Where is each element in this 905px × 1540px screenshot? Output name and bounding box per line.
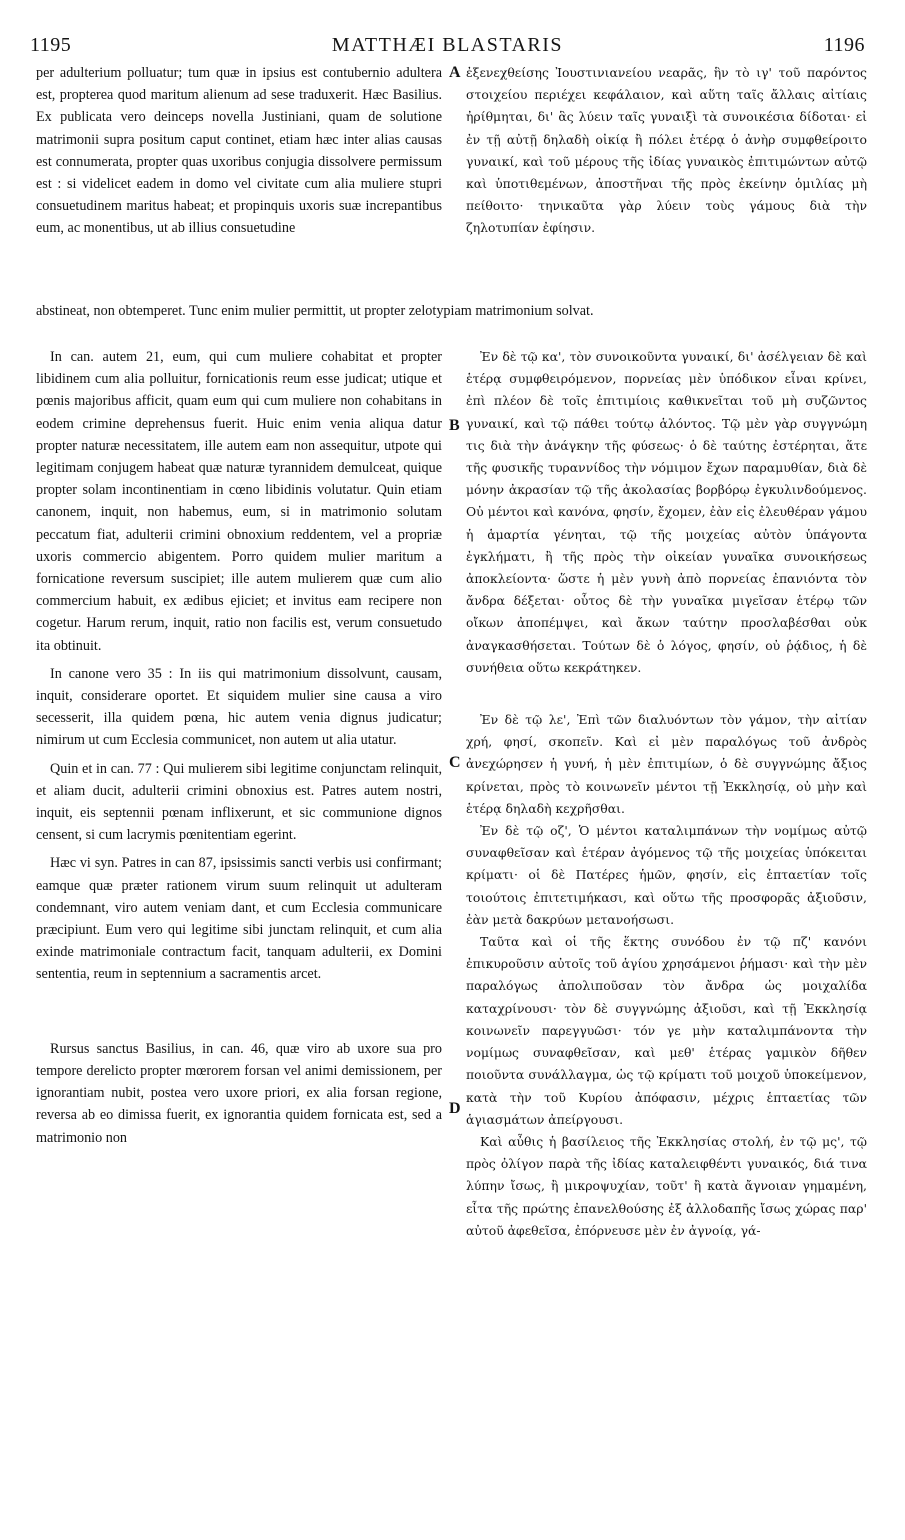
page-number-left: 1195 [30, 34, 72, 56]
page-number-right: 1196 [823, 34, 865, 56]
latin-paragraph-5: Hæc vi syn. Patres in can 87, ipsissimis sancti verbis usi confirmant; eamque quæ præter rationem virum suum relinquit ut adulteram condemnant, viro autem veniam dant, et cum Ecclesia communicare præcipiunt. Eum vero qui legitime sibi junctam relinquit, et cum alia exinde matrimoniale contractum facit, tanquam adulterii, ex Domini sententia, reum in septennium a sacramentis arcet. [36, 855, 442, 983]
latin-runover-line: abstineat, non obtemperet. Tunc enim mulier permittit, ut propter zelotypiam matrimonium solvat. [36, 303, 594, 319]
greek-paragraph-5: Ταῦτα καὶ οἱ τῆς ἕκτης συνόδου ἐν τῷ πζ' κανόνι ἐπικυροῦσιν αὐτοῖς τοῦ ἁγίου χρησάμενοι ῥήμασι· καὶ τὴν μὲν παραλόγως ἀπολιποῦσαν τὸν ἄνδρα ὡς μοιχαλίδα καταχρίνουσι· τὸν δὲ συγγνώμης ἀξιοῦσι, καὶ τῇ Ἐκκλησίᾳ κοινωνεῖν παρεγγυῶσι· τόν γε μὴν καταλιμπάνοντα τὴν νομίμως συναφθεῖσαν, καὶ μεθ' ἑτέρας γαμικὸν δῆθεν ποιοῦντα συνάλλαγμα, ὡς τῷ κρίματι τοῦ μοιχοῦ ὑποκείμενον, κατὰ τὴν τοῦ Κυρίου ἀπόφασιν, μέχρις ἑπταετίας τῶν ἁγιασμάτων ἀπείργουσι. [466, 934, 867, 1127]
margin-letter-c: C [449, 754, 461, 771]
greek-column-main [466, 346, 867, 1531]
latin-column-top [36, 62, 442, 307]
running-title: MATTHÆI BLASTARIS [331, 34, 564, 56]
latin-paragraph-6: Rursus sanctus Basilius, in can. 46, quæ viro ab uxore sua pro tempore derelicto propter mœrorem forsan vel animi demissionem, per ignorantiam nubit, postea vero uxore priori, ex alia forsan regione, reversa ab eo dimissa fuerit, ex ignorantia quidem fornicata est, sed a matrimonio non [36, 1040, 442, 1146]
greek-paragraph-4: Ἐν δὲ τῷ οζ', Ὁ μέντοι καταλιμπάνων τὴν νομίμως αὐτῷ συναφθεῖσαν καὶ ἑτέραν ἀγόμενος τῷ τῆς μοιχείας ὑπόκειται κρίματι· οἱ δὲ Πατέρες ἡμῶν, φησίν, εἰς ἑπταετίαν τοῖς τοιούτοις ἐπιτετιμήκασι, καὶ οὕτω τῆς προσφορᾶς ἀξιοῦσιν, ἐὰν μετὰ δακρύων μετανοήσωσι. [466, 823, 867, 927]
latin-paragraph-4: Quin et in can. 77 : Qui mulierem sibi legitime conjunctam relinquit, et aliam ducit, adulterii crimini obnoxius est. Patres autem nostri, inquit, eis septennii pœnam inflixerunt, et sic communione dignos censent, si cum lacrymis pœnitentiam egerint. [36, 760, 442, 844]
greek-paragraph-2: Ἐν δὲ τῷ κα', τὸν συνοικοῦντα γυναικί, δι' ἀσέλγειαν δὲ καὶ ἑτέρᾳ συμφθειρόμενον, πορνείας μὲν ὑπόδικον εἶναι κρίνει, ἐπὶ πλέον δὲ τοῖς ἐπιτιμίοις καθικνεῖται τοῦ μὴ συζῶντος γυναικί, καὶ τῷ πάθει τούτῳ ἁλόντος. Τῷ μὲν γὰρ συγγνώμη τις διὰ τὴν ἀνάγκην τῆς φύσεως· ὁ δὲ ταύτης ἐστέρηται, ἅτε τῆς φυσικῆς τυραννίδος τὴν νόμιμον ἔχων παραμυθίαν, διὰ δὲ μόνην ἀκρασίαν τῷ τῆς ἀκολασίας βορβόρῳ ἐγκυλινδούμενος. Οὐ μέντοι καὶ κανόνα, φησίν, ἔχομεν, ἐὰν εἰς ἐλευθέραν γάμου ἡ ἁμαρτία γένηται, τῷ τῆς μοιχείας αὐτὸν ὑπάγοντα ἐγκλήματι, ἢ τῆς πρὸς τὴν οἰκείαν γυναῖκα συνοικήσεως ἀποκλείοντα· ὥστε ἡ μὲν γυνὴ ἀπὸ πορνείας ἐπανιόντα τὸν ἄνδρα δέξεται· οὗτος δὲ τὴν γυναῖκα μιγεῖσαν ἑτέρῳ τῶν οἴκων ἀποπέμψει, καὶ ἄκων ταύτην προσλαβέσθαι οὐκ ἀναγκασθήσεται. Τούτων δὲ ὁ λόγος, φησίν, οὐ ῥᾴδιος, ἡ δὲ συνήθεια οὕτω κεκράτηκεν. [466, 349, 867, 675]
margin-letter-d: D [449, 1100, 461, 1117]
latin-paragraph-2: In can. autem 21, eum, qui cum muliere cohabitat et propter libidinem cum alia polluitur, fornicationis reum esse judicat; utique et pœnis majoribus afficit, quam eum qui cum muliere non cohabitans in eodem crimine deprehensus fuerit. Huic enim venia aliqua datur propter naturæ necessitatem, ille autem eam non assequitur, utpote qui legitimam conjugem habeat quæ naturæ tyrannidem demulceat, quique propter solam incontinentiam in cœno libidinis volutatur. Quin etiam canonem, inquit, non habemus, eum, si in matrimonio solutam peccatum fiat, adulterii crimini obnoxium reddentem, vel a propriæ uxoris commercio abigentem. Porro quidem mulier maritum a fornicatione reversum suscipiet; ille autem mulierem quæ cum alio commercium habuit, ex ædibus ejiciet; et invitus eam recipere non cogetur. Harum rerum, inquit, ratio non facilis est, verum consuetudo ita obtinuit. [36, 349, 442, 654]
greek-paragraph-3: Ἐν δὲ τῷ λε', Ἐπὶ τῶν διαλυόντων τὸν γάμον, τὴν αἰτίαν χρή, φησί, σκοπεῖν. Καὶ εἰ μὲν παραλόγως τοῦ ἀνδρὸς ἀνεχώρησεν ἡ γυνή, ἡ μὲν ἐπιτιμίων, ὁ δὲ συγγνώμης ἄξιος κρίνεται, πρὸς τὸ κοινωνεῖν μέντοι τῇ Ἐκκλησίᾳ, οὐ μὴν καὶ ἑτέρᾳ δηλαδὴ κεχρῆσθαι. [466, 712, 867, 816]
margin-letter-b: B [449, 417, 460, 434]
margin-letter-a: A [449, 64, 461, 81]
running-header [30, 34, 865, 56]
greek-paragraph-6: Καὶ αὖθις ἡ βασίλειος τῆς Ἐκκλησίας στολή, ἐν τῷ μς', τῷ πρὸς ὀλίγον παρὰ τῆς ἰδίας καταλειφθέντι γυναικός, διά τινα λύπην ἴσως, ἢ μικροψυχίαν, τοῦτ' ἢ κατὰ ἄγνοιαν γημαμένη, εἶτα τῆς πρώτης ἐπανελθούσης ἐξ ἀλλοδαπῆς ἴσως χώρας παρ' αὐτοῦ ἀφεθεῖσα, ἐπόρνευσε μὲν ἐν ἀγνοίᾳ, γά- [466, 1133, 867, 1238]
latin-paragraph-3: In canone vero 35 : In iis qui matrimonium dissolvunt, causam, inquit, considerare oportet. Et siquidem mulier sine causa a viro secesserit, illa quidem pœna, hic autem venia dignus judicatur; nimirum ut cum Ecclesia communicet, non autem ut alia utatur. [36, 665, 442, 749]
greek-paragraph-1: ἐξενεχθείσης Ἰουστινιανείου νεαρᾶς, ἣν τὸ ιγ' τοῦ παρόντος στοιχείου περιέχει κεφάλαιον, καὶ αὕτη ταῖς ἄλλαις αἰτίαις ἠρίθμηται, δι' ἃς λύειν ταῖς γυναιξὶ τὰ συνοικέσια δίδοται· εἰ ἐν τῇ αὐτῇ δηλαδὴ οἰκίᾳ ἢ πόλει ἑτέρᾳ ὁ ἀνὴρ συμφθείροιτο γυναικί, καὶ τοῦ μέρους τῆς ἰδίας γυναικὸς ἐπιτιμώντων αὐτῷ καὶ ὑποτιθεμένων, ἀποστῆναι τῆς πρὸς ἐκείνην ὁμιλίας μὴ πείθοιτο· τηνικαῦτα γὰρ λύειν τοὺς γάμους διὰ τὴν ζηλοτυπίαν ἐφίησιν. [466, 65, 867, 236]
latin-paragraph-1: per adulterium polluatur; tum quæ in ipsius est contubernio adultera est, propterea quod maritum alienum ad sese traduxerit. Hæc Basilius. Ex publicata vero deinceps novella Justiniani, quam de solutione matrimonii supra positum caput continet, etiam hæc inter alias causas est connumerata, propter quas uxoribus conjugia dissolvere permissum est : si videlicet eadem in domo vel civitate cum alia muliere stupri consuetudinem maritus habeat; et propinquis uxoris suæ increpantibus eum, ac monentibus, ut ab illius consuetudine [36, 65, 442, 237]
latin-column-main [36, 346, 442, 1531]
greek-column-top [466, 62, 867, 307]
